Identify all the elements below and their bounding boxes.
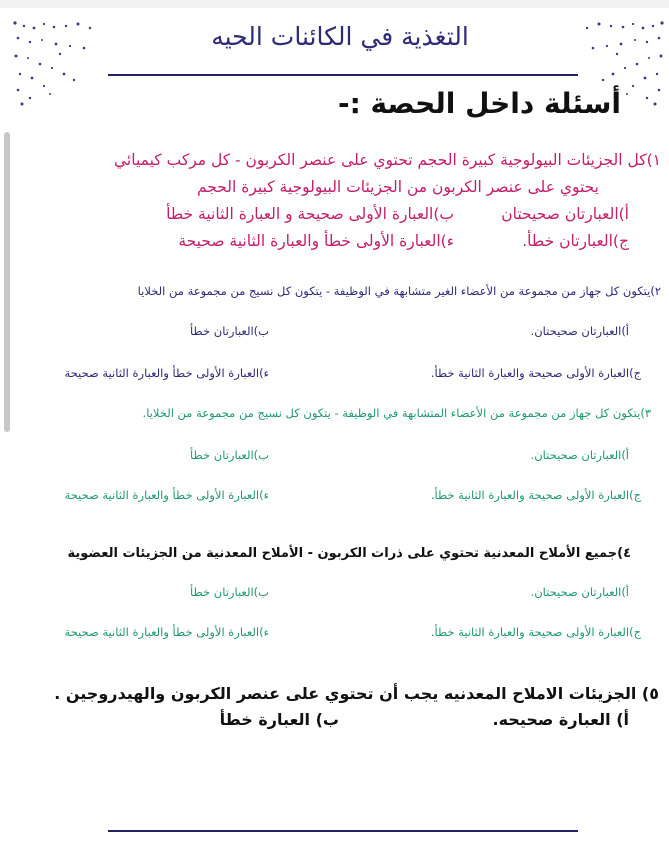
question-1-option-b: ب)العبارة الأولى صحيحة و العبارة الثانية خطأ	[166, 205, 454, 223]
question-3-stem: ٣)يتكون كل جهاز من مجموعة من الأعضاء المتشابهة في الوظيفة - يتكون كل نسيج من مجموعة من الخلايا.	[142, 406, 651, 420]
question-3-option-b: ب)العبارتان خطأ	[190, 448, 269, 462]
question-2-option-a: أ)العبارتان صحيحتان.	[530, 324, 629, 338]
top-edge	[0, 0, 669, 8]
question-4-option-c: ج)العبارة الأولى صحيحة والعبارة الثانية خطأ.	[430, 625, 641, 639]
question-4-option-a: أ)العبارتان صحيحتان.	[530, 585, 629, 599]
title-underline	[108, 74, 578, 76]
question-3-option-c: ج)العبارة الأولى صحيحة والعبارة الثانية خطأ.	[430, 488, 641, 502]
page-title: التغذية في الكائنات الحيه	[211, 22, 469, 51]
question-4-option-d: ء)العبارة الأولى خطأ والعبارة الثانية صحيحة	[64, 625, 269, 639]
sparkle-left-decoration	[10, 18, 105, 108]
question-3-option-d: ء)العبارة الأولى خطأ والعبارة الثانية صحيحة	[64, 488, 269, 502]
question-1-option-d: ء)العبارة الأولى خطأ والعبارة الثانية صحيحة	[178, 232, 454, 250]
question-3-option-a: أ)العبارتان صحيحتان.	[530, 448, 629, 462]
question-5-option-b: ب) العبارة خطأ	[219, 710, 339, 729]
question-2-option-c: ج)العبارة الأولى صحيحة والعبارة الثانية خطأ.	[430, 366, 641, 380]
scrollbar[interactable]	[4, 132, 10, 432]
question-2-option-d: ء)العبارة الأولى خطأ والعبارة الثانية صحيحة	[64, 366, 269, 380]
question-2-option-b: ب)العبارتان خطأ	[190, 324, 269, 338]
footer-line	[108, 830, 578, 832]
question-2-stem: ٢)يتكون كل جهاز من مجموعة من الأعضاء الغير متشابهة في الوظيفة - يتكون كل نسيج من مجموعة من الخلايا	[137, 284, 661, 298]
question-4-stem: ٤)جميع الأملاح المعدنية تحتوي على ذرات الكربون - الأملاح المعدنية من الجزيئات العضوية	[67, 546, 631, 561]
question-1-line-2: يحتوي على عنصر الكربون من الجزيئات البيولوجية كبيرة الحجم	[196, 178, 599, 196]
question-1-option-a: أ)العبارتان صحيحتان	[501, 205, 629, 223]
question-1-line-1: ١)كل الجزيئات البيولوجية كبيرة الحجم تحتوي على عنصر الكربون - كل مركب كيميائي	[114, 151, 661, 169]
question-4-option-b: ب)العبارتان خطأ	[190, 585, 269, 599]
question-5-option-a: أ) العبارة صحيحه.	[492, 710, 629, 729]
question-5-stem: ٥) الجزيئات الاملاح المعدنيه يجب أن تحتوي على عنصر الكربون والهيدروجين .	[54, 684, 659, 703]
section-heading: أسئلة داخل الحصة :-	[337, 87, 621, 120]
question-1-option-c: ج)العبارتان خطأ.	[522, 232, 629, 250]
